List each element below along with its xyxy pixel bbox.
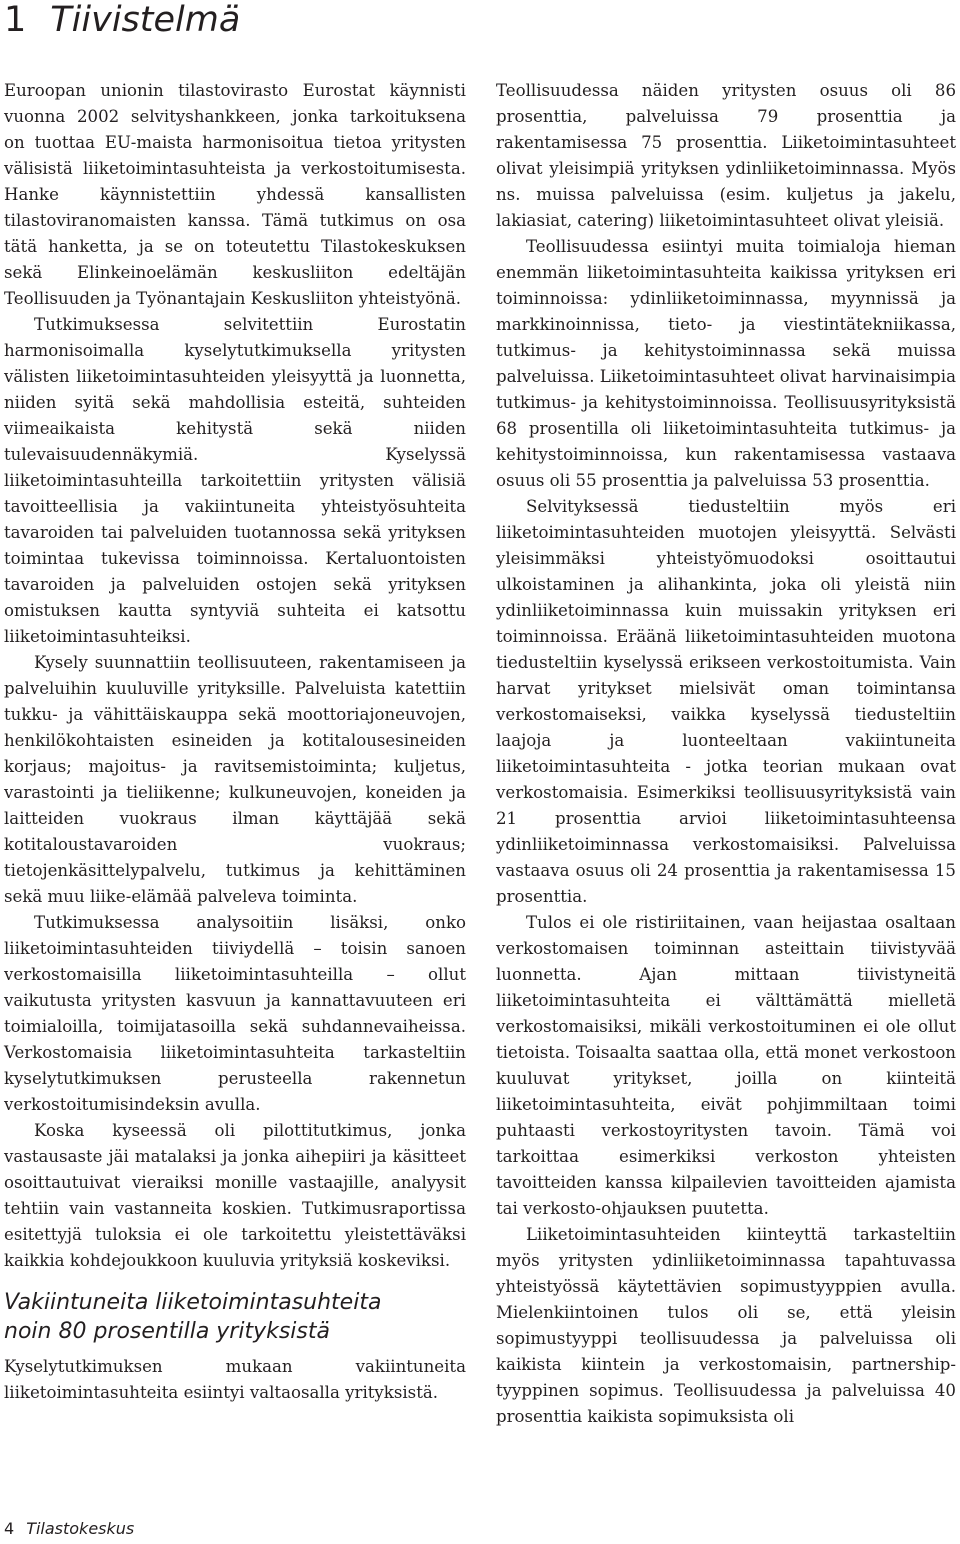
chapter-heading (4, 0, 240, 40)
left-paragraph-1: Euroopan unionin tilastovirasto Eurostat käynnisti vuonna 2002 selvityshankkeen, jonka tarkoituksena on tuottaa EU-maista harmonisoitua tietoa yritysten välisistä liiketoimintasuhteista ja verkostoitumisesta. Hanke käynnistettiin yhdessä kansallisten tilastoviranomaisten kanssa. Tämä tutkimus on osa tätä hanketta, ja se on toteutettu Tilastokeskuksen sekä Elinkeinoelämän keskusliiton edeltäjän Teollisuuden ja Työnantajain Keskusliiton yhteistyönä. (4, 81, 466, 308)
right-paragraph-1: Teollisuudessa näiden yritysten osuus oli 86 prosenttia, palveluissa 79 prosenttia ja rakentamisessa 75 prosenttia. Liiketoimintasuhteet olivat yleisimpiä yrityksen ydinliiketoiminnassa. Myös ns. muissa palveluissa (esim. kuljetus ja jakelu, lakiasiat, catering) liiketoimintasuhteet olivat yleisiä. (496, 81, 956, 230)
left-paragraph-3: Kysely suunnattiin teollisuuteen, rakentamiseen ja palveluihin kuuluville yrityksille. Palveluista katettiin tukku- ja vähittäiskauppa sekä moottoriajoneuvojen, henkilökohtaisten esineiden ja kotitalousesineiden korjaus; majoitus- ja ravitsemistoiminta; kuljetus, varastointi ja tieliikenne; kulkuneuvojen, koneiden ja laitteiden vuokraus ilman käyttäjää sekä kotitaloustavaroiden vuokraus; tietojenkäsittelypalvelu, tutkimus ja kehittäminen sekä muu liike-elämää palveleva toiminta. (4, 653, 466, 906)
page-footer (4, 1518, 134, 1540)
right-paragraph-4: Tulos ei ole ristiriitainen, vaan heijastaa osaltaan verkostomaisen toiminnan asteittain tiivistyvää luonnetta. Ajan mittaan tiivistyneitä liiketoimintasuhteita ei välttämättä mielletä verkostomaisiksi, mikäli verkostoituminen ei ole ollut tietoista. Toisaalta saattaa olla, että monet verkostoon kuuluvat yritykset, joilla on kiinteitä liiketoimintasuhteita, eivät pohjimmiltaan toimi puhtaasti verkostoyritysten tavoin. Tämä voi tarkoittaa esimerkiksi verkoston yhteisten tavoitteiden kanssa kilpailevien tavoitteiden ajamista tai verkosto-ohjauksen puutetta. (496, 913, 956, 1218)
section-heading (4, 1288, 466, 1346)
right-paragraph-3: Selvityksessä tiedusteltiin myös eri liiketoimintasuhteiden muotojen yleisyyttä. Selvästi yleisimmäksi yhteistyömuodoksi osoittautui ulkoistaminen ja alihankinta, joka oli yleistä niin ydinliiketoiminnassa kuin muissakin yrityksen eri toiminnoissa. Eräänä liiketoimintasuhteiden muotona tiedusteltiin kyselyssä erikseen verkostoitumista. Vain harvat yritykset mielsivät oman toimintansa verkostomaiseksi, vaikka kyselyssä tiedusteltiin laajoja ja luonteeltaan vakiintuneita liiketoimintasuhteita - jotka teorian mukaan ovat verkostomaisia. Esimerkiksi teollisuusyrityksistä vain 21 prosenttia arvioi liiketoimintasuhteensa ydinliiketoiminnassa verkostomaisiksi. Palveluissa vastaava osuus oli 24 prosenttia ja rakentamisessa 15 prosenttia. (496, 497, 956, 906)
right-column (496, 78, 956, 1430)
left-column (4, 78, 466, 1406)
chapter-number: 1 (4, 0, 27, 40)
left-paragraph-2: Tutkimuksessa selvitettiin Eurostatin harmonisoimalla kyselytutkimuksella yritysten välisten liiketoimintasuhteiden yleisyyttä ja luonnetta, niiden syitä sekä mahdollisia esteitä, suhteiden viimeaikaista kehitystä sekä niiden tulevaisuudennäkymiä. Kyselyssä liiketoimintasuhteilla tarkoitettiin yritysten välisiä tavoitteellisia ja vakiintuneita yhteistyösuhteita tavaroiden tai palveluiden tuotannossa sekä yrityksen toimintaa tukevissa toiminnoissa. Kertaluontoisten tavaroiden ja palveluiden ostojen sekä yrityksen omistuksen kautta syntyviä suhteita ei katsottu liiketoimintasuhteiksi. (4, 315, 466, 646)
section-heading-line-2: noin 80 prosentilla yrityksistä (4, 1319, 330, 1344)
publisher-name: Tilastokeskus (26, 1519, 135, 1538)
section-heading-line-1: Vakiintuneita liiketoimintasuhteita (4, 1290, 382, 1315)
left-paragraph-6: Kyselytutkimuksen mukaan vakiintuneita liiketoimintasuhteita esiintyi valtaosalla yrityksistä. (4, 1357, 466, 1402)
left-paragraph-5: Koska kyseessä oli pilottitutkimus, jonka vastausaste jäi matalaksi ja jonka aihepiiri ja käsitteet osoittautuivat vieraiksi monille vastaajille, analyysit tehtiin vain vastanneita koskien. Tutkimusraportissa esitettyjä tuloksia ei ole tarkoitettu yleistettäväksi kaikkia kohdejoukkoon kuuluvia yrityksiä koskeviksi. (4, 1121, 466, 1270)
right-paragraph-2: Teollisuudessa esiintyi muita toimialoja hieman enemmän liiketoimintasuhteita kaikissa yrityksen eri toiminnoissa: ydinliiketoiminnassa, myynnissä ja markkinoinnissa, tieto- ja viestintätekniikassa, tutkimus- ja kehitystoiminnassa sekä muissa palveluissa. Liiketoimintasuhteet olivat harvinaisimpia tutkimus- ja kehitystoiminnoissa. Teollisuusyrityksistä 68 prosentilla oli liiketoimintasuhteita tutkimus- ja kehitystoiminnoissa, kun rakentamisessa vastaava osuus oli 55 prosenttia ja palveluissa 53 prosenttia. (496, 237, 956, 490)
left-paragraph-4: Tutkimuksessa analysoitiin lisäksi, onko liiketoimintasuhteiden tiiviydellä – toisin sanoen verkostomaisilla liiketoimintasuhteilla – ollut vaikutusta yritysten kasvuun ja kannattavuuteen eri toimialoilla, toimijatasoilla sekä suhdannevaiheissa. Verkostomaisia liiketoimintasuhteita tarkasteltiin kyselytutkimuksen perusteella rakennetun verkostoitumisindeksin avulla. (4, 913, 466, 1114)
page-number: 4 (4, 1519, 15, 1538)
chapter-title: Tiivistelmä (50, 0, 241, 40)
right-paragraph-5: Liiketoimintasuhteiden kiinteyttä tarkasteltiin myös yritysten ydinliiketoiminnassa tapahtuvassa yhteistyössä käytettävien sopimustyyppien avulla. Mielenkiintoinen tulos oli se, että yleisin sopimustyyppi teollisuudessa ja palveluissa oli kaikista kiintein ja verkostomaisin, partnership-tyyppinen sopimus. Teollisuudessa ja palveluissa 40 prosenttia kaikista sopimuksista oli (496, 1225, 956, 1426)
